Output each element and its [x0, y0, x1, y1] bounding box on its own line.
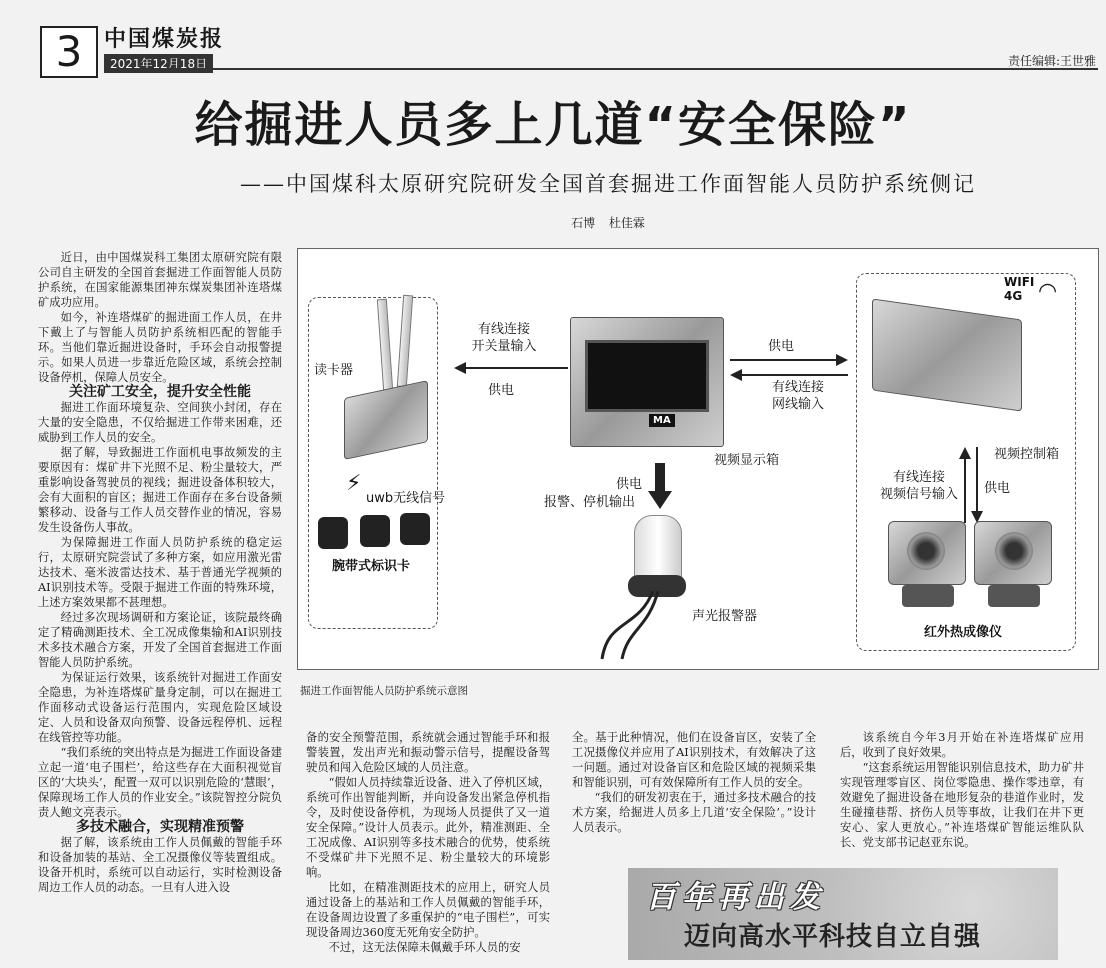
power-right-label: 供电	[768, 339, 795, 354]
section-heading: 多技术融合，实现精准预警	[76, 819, 244, 835]
paragraph: 比如，在精准测距技术的应用上，研究人员通过设备上的基站和工作人员佩戴的智能手环，在设备周边设置了多重保护的“电子围栏”，可实现设备周边360度无死角安全防护。	[306, 881, 550, 939]
wired-net-label	[748, 379, 848, 413]
brand-mark: MA	[649, 414, 675, 427]
banner-top-text: 百年再出发	[646, 880, 826, 915]
camera-lens-icon	[995, 532, 1033, 570]
alarm-device-label: 声光报警器	[692, 609, 758, 624]
newspaper-name: 中国煤炭报	[104, 26, 225, 52]
wristband-icon	[400, 513, 430, 545]
figure-caption: 掘进工作面智能人员防护系统示意图	[300, 685, 468, 697]
article-column-1	[38, 250, 282, 895]
article-column-4	[840, 730, 1084, 850]
paragraph: 为保障掘进工作面人员防护系统的稳定运行，太原研究院尝试了多种方案，如应用激光雷达技术、毫米波雷达技术、基于普通光学视频的AI识别技术等。受限于掘进工作面的特殊环境，上述方案效果都不甚理想。	[38, 536, 282, 609]
display-box-label: 视频显示箱	[714, 453, 780, 468]
wired-net-line2: 网线输入	[771, 397, 824, 412]
subtitle: ——中国煤科太原研究院研发全国首套掘进工作面智能人员防护系统侧记	[240, 172, 976, 196]
arrow-left-icon	[454, 361, 570, 375]
camera-label: 红外热成像仪	[924, 625, 1003, 640]
paragraph: 经过多次现场调研和方案论证，该院最终确定了精确测距技术、全工况成像集输和AI识别技术多技术融合方案，开发了全国首套掘进工作面智能人员防护系统。	[38, 611, 282, 669]
vertical-bidirectional-arrow-icon	[958, 447, 984, 523]
paragraph: 备的安全预警范围，系统就会通过智能手环和报警装置，发出声光和振动警示信号，提醒设备驾驶员和闯入危险区域的人员注意。	[306, 731, 550, 774]
wired-switch-line2: 开关量输入	[471, 339, 537, 354]
section-heading: 关注矿工安全，提升安全性能	[69, 384, 251, 400]
article-column-2	[306, 730, 550, 955]
byline: 石博 杜佳霖	[571, 216, 645, 230]
camera-base	[902, 585, 954, 607]
uwb-label: uwb无线信号	[366, 491, 446, 506]
display-screen	[585, 340, 709, 412]
power-down-label: 供电	[616, 477, 643, 492]
4g-label: 4G	[1004, 289, 1023, 303]
header-divider	[104, 68, 1098, 70]
reader-label: 读卡器	[314, 363, 354, 378]
camera-base	[988, 585, 1040, 607]
paragraph: “我们系统的突出特点是为掘进工作面设备建立起一道‘电子围栏’，给这些存在大面积视觉盲区的‘大块头’，配置一双可以识别危险的‘慧眼’，保障现场工作人员的作业安全。”该院智控分院负责人鲍文亮表示。	[38, 746, 282, 819]
editor-credit: 责任编辑:王世雅	[1007, 54, 1096, 68]
lightning-icon: ⚡	[346, 471, 362, 496]
arrow-down-icon	[648, 463, 672, 509]
wired-switch-label	[444, 321, 564, 355]
wristband-label: 腕带式标识卡	[332, 559, 411, 574]
paragraph: 为保证运行效果，该系统针对掘进工作面安全隐患，为补连塔煤矿量身定制，可以在掘进工作面移动式设备运行范围内，实现危险区域设定、人员和设备双向预警、设备远程停机、远程在线管控等功能。	[38, 671, 282, 744]
wifi-icon: ◠	[1038, 279, 1058, 304]
slogan-banner	[628, 868, 1058, 960]
alarm-output-label: 报警、停机输出	[544, 495, 636, 510]
wristband-icon	[360, 515, 390, 547]
wired-net-line1: 有线连接	[771, 380, 824, 395]
paragraph: 掘进工作面环境复杂、空间狭小封闭，存在大量的安全隐患，不仅给掘进工作带来困难，还威胁到工作人员的安全。	[38, 401, 282, 444]
camera-lens-icon	[907, 532, 945, 570]
wristband-icon	[318, 517, 348, 549]
wifi-4g-label	[1004, 275, 1034, 303]
paragraph: 近日，由中国煤炭科工集团太原研究院有限公司自主研发的全国首套掘进工作面智能人员防护系统，在国家能源集团神东煤炭集团补连塔煤矿成功应用。	[38, 251, 282, 309]
paragraph: 据了解，导致掘进工作面机电事故频发的主要原因有：煤矿井下光照不足、粉尘量较大，严重影响设备驾驶员的视线；掘进设备体积较大，会有大面积的盲区；掘进工作面存在多台设备频繁移动、设备与工作人员交替作业的情况，容易发生设备伤人事故。	[38, 446, 282, 534]
reader-group-box	[308, 297, 438, 629]
page-number: 3	[40, 26, 98, 78]
paragraph: “假如人员持续靠近设备、进入了停机区域，系统可作出智能判断，并向设备发出紧急停机指令，及时使设备停机，为现场人员提供了又一道安全保障。”设计人员表示。此外，精准测距、全工况成像、AI识别等多技术融合的优势，使系统不受煤矿井下光照不足、粉尘量较大的环境影响。	[306, 776, 550, 879]
banner-bottom-text: 迈向高水平科技自立自强	[684, 922, 982, 952]
paragraph: 该系统自今年3月开始在补连塔煤矿应用后，收到了良好效果。	[840, 731, 1084, 759]
wired-video-line1: 有线连接	[892, 470, 945, 485]
cable-icon	[598, 589, 688, 661]
paragraph: “这套系统运用智能识别信息技术，助力矿井实现管理零盲区、岗位零隐患、操作零违章，有效避免了掘进设备在地形复杂的巷道作业时，发生碰撞巷帮、挤伤人员等事故，让我们在井下更安心、家人更放心。”补连塔煤矿智能运维队队长、党支部书记赵亚东说。	[840, 761, 1084, 849]
issue-date: 2021年12月18日	[104, 54, 213, 73]
paragraph: “我们的研发初衷在于，通过多技术融合的技术方案，给掘进人员多上几道‘安全保险’。”设计人员表示。	[572, 791, 816, 834]
alarm-light	[634, 515, 682, 581]
power-left-label: 供电	[488, 383, 515, 398]
system-diagram	[297, 248, 1099, 670]
paragraph: 如今，补连塔煤矿的掘进面工作人员，在井下戴上了与智能人员防护系统相匹配的智能手环。当他们靠近掘进设备时，手环会自动报警提示。如果人员进一步靠近危险区域，系统会控制设备停机，保障人员安全。	[38, 311, 282, 384]
paragraph: 全。基于此种情况，他们在设备盲区，安装了全工况摄像仪并应用了AI识别技术，有效解决了这一问题。通过对设备盲区和危险区域的视频采集和智能识别，可有效保障所有工作人员的安全。	[572, 731, 816, 789]
paragraph: 不过，这无法保障未佩戴手环人员的安	[328, 941, 521, 954]
article-column-3	[572, 730, 816, 835]
control-box-label: 视频控制箱	[994, 447, 1060, 462]
power-up-label: 供电	[984, 481, 1011, 496]
wired-video-line2: 视频信号输入	[879, 487, 958, 502]
thermal-camera-right	[974, 521, 1052, 585]
paragraph: 据了解，该系统由工作人员佩戴的智能手环和设备加装的基站、全工况摄像仪等装置组成。设备开机时，系统可以自动运行，实时检测设备周边工作人员的动态。一旦有人进入设	[38, 836, 282, 894]
video-display-box	[570, 317, 724, 447]
thermal-camera-left	[888, 521, 966, 585]
wired-switch-line1: 有线连接	[477, 322, 530, 337]
headline: 给掘进人员多上几道“安全保险”	[194, 97, 912, 153]
wifi-label: WIFI	[1004, 275, 1035, 289]
